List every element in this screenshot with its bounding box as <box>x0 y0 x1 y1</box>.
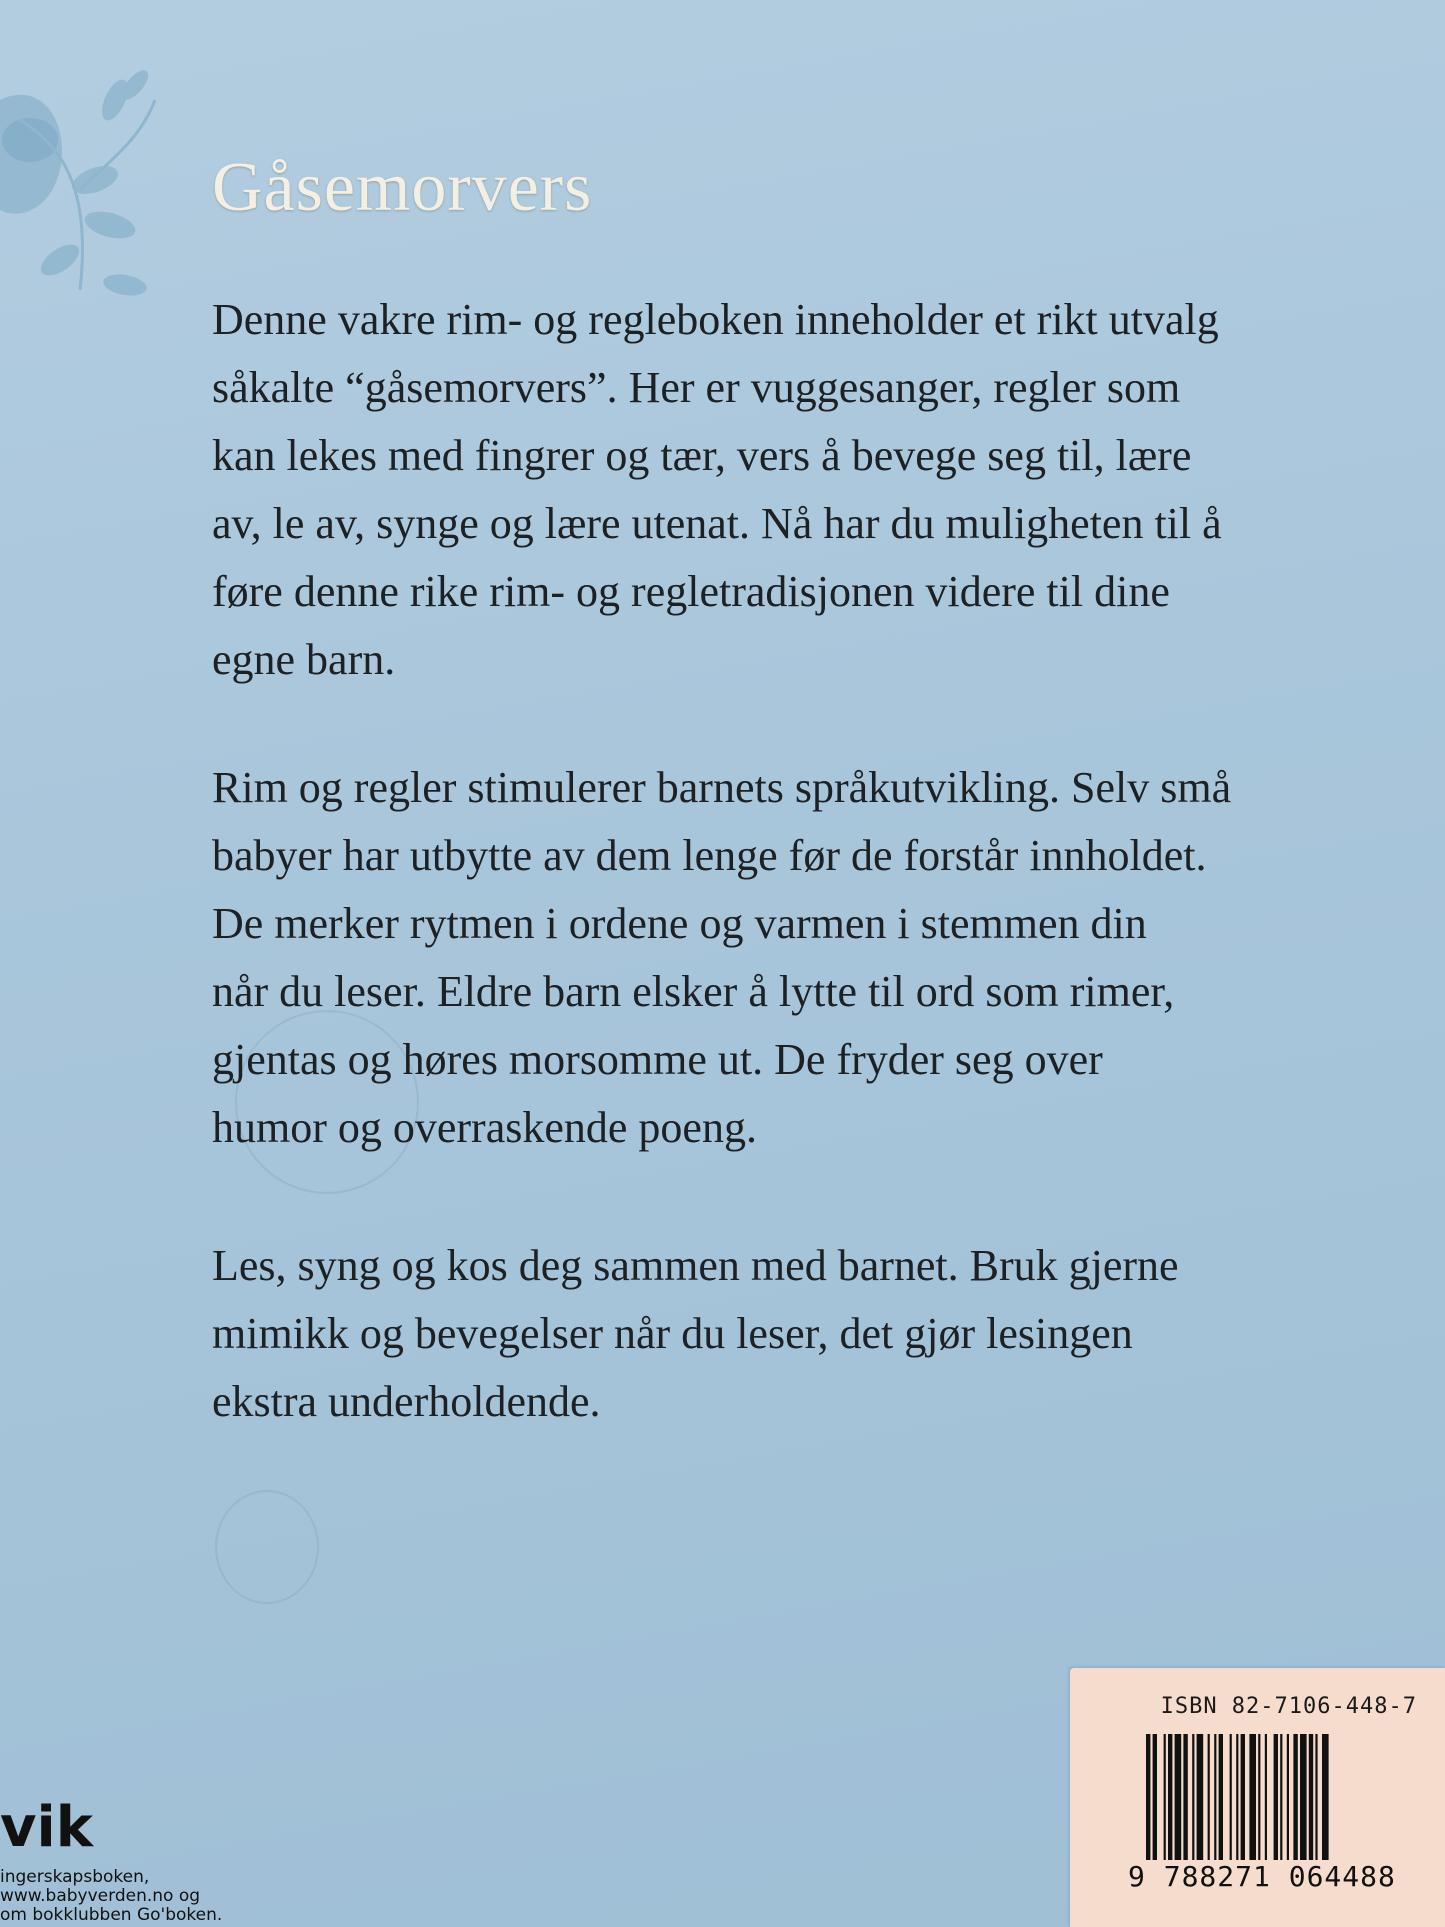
text-line: kan lekes med fingrer og tær, vers å bevege seg til, lære <box>212 431 1192 480</box>
body-paragraph-2 <box>212 754 1392 1162</box>
barcode-bar <box>1258 1734 1260 1862</box>
book-title: Gåsemorvers <box>212 149 593 226</box>
barcode-bar <box>1219 1734 1223 1862</box>
publisher-info <box>0 1868 280 1925</box>
barcode-bar <box>1214 1734 1216 1862</box>
text-line: babyer har utbytte av dem lenge før de forstår innholdet. <box>212 831 1207 880</box>
barcode-bar <box>1315 1734 1317 1862</box>
barcode-bar <box>1300 1734 1307 1862</box>
publisher-info-line: om bokklubben Go'boken. <box>0 1905 223 1925</box>
publisher-info-line: ingerskapsboken, <box>0 1867 150 1887</box>
barcode-bar <box>1249 1734 1256 1862</box>
text-line: Rim og regler stimulerer barnets språkutvikling. Selv små <box>212 763 1232 812</box>
barcode-bar <box>1274 1734 1278 1862</box>
barcode-bar <box>1208 1734 1210 1862</box>
text-line: mimikk og bevegelser når du leser, det gjør lesingen <box>212 1309 1133 1358</box>
body-paragraph-3 <box>212 1232 1392 1436</box>
isbn-number: ISBN 82-7106-448-7 <box>1160 1694 1417 1719</box>
text-line: egne barn. <box>212 635 396 684</box>
cup-stain <box>215 1490 319 1604</box>
barcode-bar <box>1197 1734 1204 1862</box>
barcode-bar <box>1287 1734 1289 1862</box>
barcode-digits: 9 788271 064488 <box>1128 1860 1396 1893</box>
publisher-logo: vik <box>0 1795 93 1860</box>
barcode-sticker <box>1070 1668 1445 1927</box>
text-line: føre denne rike rim- og regletradisjonen videre til dine <box>212 567 1170 616</box>
text-line: Denne vakre rim- og regleboken inneholder et rikt utvalg <box>212 295 1219 344</box>
text-line: av, le av, synge og lære utenat. Nå har du muligheten til å <box>212 499 1222 548</box>
publisher-info-line: www.babyverden.no og <box>0 1886 201 1906</box>
text-line: gjentas og høres morsomme ut. De fryder seg over <box>212 1035 1103 1084</box>
barcode-bar <box>1168 1734 1172 1862</box>
barcode-bar <box>1175 1734 1182 1862</box>
barcode-bar <box>1309 1734 1313 1862</box>
barcode-bar <box>1265 1734 1267 1862</box>
text-line: Les, syng og kos deg sammen med barnet. Bruk gjerne <box>212 1241 1179 1290</box>
barcode-bar <box>1183 1734 1187 1862</box>
text-line: når du leser. Eldre barn elsker å lytte til ord som rimer, <box>212 967 1175 1016</box>
barcode-bar <box>1164 1734 1166 1862</box>
text-line: humor og overraskende poeng. <box>212 1103 757 1152</box>
barcode-bar <box>1280 1734 1282 1862</box>
text-line: De merker rytmen i ordene og varmen i stemmen din <box>212 899 1147 948</box>
text-line: ekstra underholdende. <box>212 1377 601 1426</box>
barcode-bar <box>1241 1734 1245 1862</box>
barcode-bar <box>1293 1734 1297 1862</box>
floral-decoration-icon <box>0 60 170 320</box>
text-line: såkalte “gåsemorvers”. Her er vuggesanger, regler som <box>212 363 1181 412</box>
barcode-bar <box>1192 1734 1194 1862</box>
barcode-bar <box>1230 1734 1232 1862</box>
body-paragraph-1 <box>212 286 1392 694</box>
